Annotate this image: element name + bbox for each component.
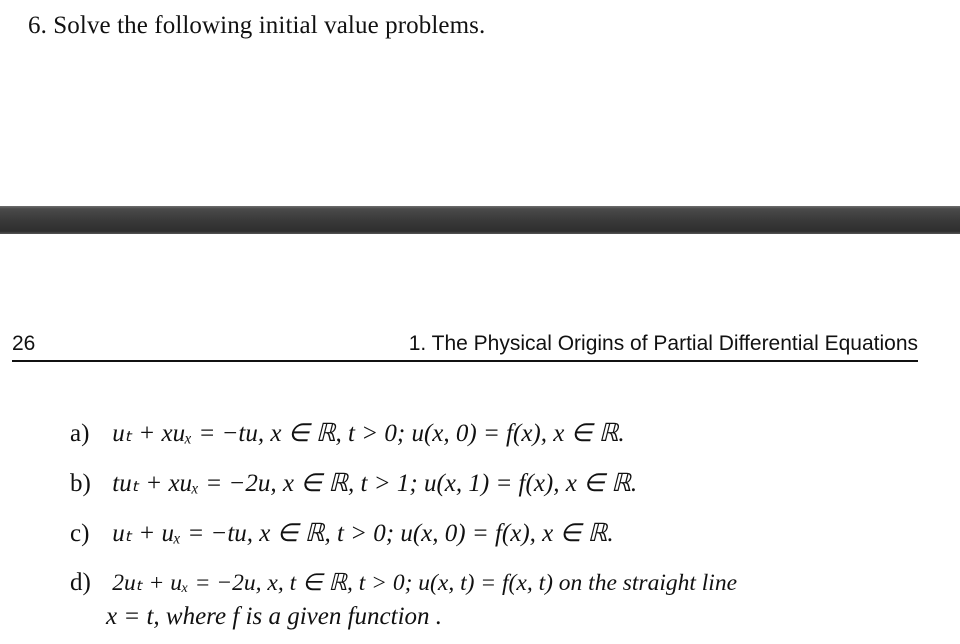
- problem-item-b: [70, 468, 637, 498]
- item-label: d): [70, 569, 91, 596]
- problem-item-d-continuation: x = t, where f is a given function .: [106, 603, 443, 630]
- item-equation: uₜ + xuₓ = −tu, x ∈ ℝ, t > 0; u(x, 0) = f(x), x ∈ ℝ.: [112, 420, 625, 447]
- item-equation: tuₜ + xuₓ = −2u, x ∈ ℝ, t > 1; u(x, 1) = f(x), x ∈ ℝ.: [112, 470, 638, 497]
- problem-item-c: [70, 518, 614, 548]
- page-number: 26: [12, 332, 36, 355]
- item-equation: 2uₜ + uₓ = −2u, x, t ∈ ℝ, t > 0; u(x, t) = f(x, t) on the straight line: [112, 570, 737, 596]
- page-divider: [0, 206, 960, 234]
- item-label: a): [70, 420, 90, 447]
- header-rule: [12, 360, 918, 362]
- problem-item-a: [70, 418, 625, 448]
- running-head: 1. The Physical Origins of Partial Differential Equations: [408, 332, 918, 355]
- item-equation: uₜ + uₓ = −tu, x ∈ ℝ, t > 0; u(x, 0) = f(x), x ∈ ℝ.: [112, 520, 614, 547]
- problem-item-d: [70, 568, 737, 597]
- item-label: b): [70, 470, 91, 497]
- item-label: c): [70, 520, 90, 547]
- problem-heading: 6. Solve the following initial value problems.: [28, 12, 486, 39]
